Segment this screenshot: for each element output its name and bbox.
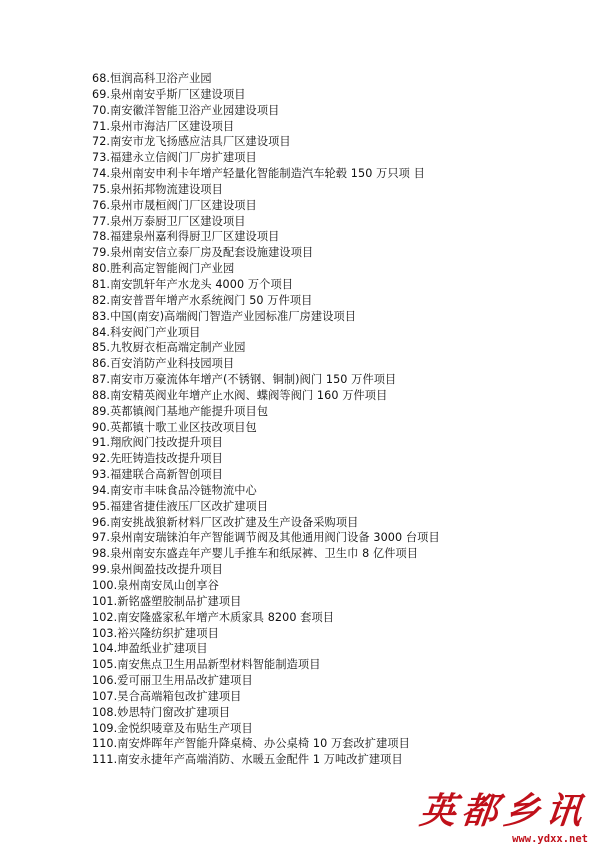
project-list-item: 72.南安市龙飞扬感应洁具厂区建设项目: [92, 135, 291, 149]
project-list-item: 70.南安徽洋智能卫浴产业园建设项目: [92, 103, 280, 117]
project-list-item: 81.南安凯轩年产水龙头 4000 万个项目: [92, 277, 294, 291]
project-list-item: 92.先旺铸造技改提升项目: [92, 452, 223, 466]
project-list-item: 86.百安消防产业科技园项目: [92, 357, 235, 371]
project-list-item: 110.南安烨晖年产智能升降桌椅、办公桌椅 10 万套改扩建项目: [92, 737, 410, 751]
project-list-item: 97.泉州南安瑞铼泊年产智能调节阀及其他通用阀门设备 3000 台项目: [92, 531, 440, 545]
project-list: [92, 71, 572, 768]
project-list-item: 89.英都镇阀门基地产能提升项目包: [92, 404, 269, 418]
project-list-item: 109.金悦织唛章及布贴生产项目: [92, 721, 253, 735]
project-list-item: 103.裕兴隆纺织扩建项目: [92, 626, 219, 640]
project-list-item: 74.泉州南安申利卡年增产轻量化智能制造汽车轮毂 150 万只项 目: [92, 167, 425, 181]
project-list-item: 102.南安隆盛家私年增产木质家具 8200 套项目: [92, 610, 335, 624]
watermark-title: 英都乡讯: [417, 790, 590, 832]
project-list-item: 108.妙思特门窗改扩建项目: [92, 705, 231, 719]
project-list-item: 79.泉州南安信立泰厂房及配套设施建设项目: [92, 246, 314, 260]
project-list-item: 68.恒润高科卫浴产业园: [92, 72, 212, 85]
project-list-item: 85.九牧厨衣柜高端定制产业园: [92, 341, 246, 355]
project-list-item: 76.泉州市晟桓阀门厂区建设项目: [92, 198, 257, 212]
project-list-item: 105.南安焦点卫生用品新型材料智能制造项目: [92, 658, 321, 672]
project-list-item: 91.翔欣阀门技改提升项目: [92, 436, 223, 450]
project-list-item: 98.泉州南安东盛垚年产婴儿手推车和纸尿裤、卫生巾 8 亿件项目: [92, 547, 419, 561]
project-list-item: 82.南安普晋年增产水系统阀门 50 万件项目: [92, 293, 313, 307]
project-list-item: 90.英都镇十歌工业区技改项目包: [92, 420, 257, 434]
project-list-item: 106.爱可丽卫生用品改扩建项目: [92, 674, 253, 688]
project-list-item: 99.泉州闽盈技改提升项目: [92, 563, 223, 577]
project-list-item: 84.科安阀门产业项目: [92, 325, 201, 339]
project-list-item: 87.南安市万豪流体年增产(不锈钢、铜制)阀门 150 万件项目: [92, 373, 397, 387]
project-list-item: 100.泉州南安凤山创享谷: [92, 579, 219, 592]
project-list-item: 94.南安市丰味食品冷链物流中心: [92, 483, 257, 497]
project-list-item: 95.福建省捷佳液压厂区改扩建项目: [92, 499, 269, 513]
project-list-item: 73.福建永立信阀门厂房扩建项目: [92, 151, 257, 165]
project-list-item: 111.南安永捷年产高端消防、水暖五金配件 1 万吨改扩建项目: [92, 753, 403, 767]
watermark-url: www.ydxx.net: [512, 833, 588, 845]
project-list-item: 83.中国(南安)高端阀门智造产业园标准厂房建设项目: [92, 309, 357, 323]
project-list-item: 101.新铭盛塑胶制品扩建项目: [92, 594, 242, 608]
project-list-item: 96.南安挑战狼新材料厂区改扩建及生产设备采购项目: [92, 515, 359, 529]
project-list-item: 71.泉州市海洁厂区建设项目: [92, 119, 235, 133]
project-list-item: 107.昊合高端箱包改扩建项目: [92, 689, 242, 703]
project-list-item: 93.福建联合高新智创项目: [92, 468, 223, 482]
project-list-item: 75.泉州拓邦物流建设项目: [92, 182, 223, 196]
project-list-item: 104.坤盈纸业扩建项目: [92, 642, 208, 656]
project-list-item: 78.福建泉州嘉利得厨卫厂区建设项目: [92, 230, 280, 244]
project-list-item: 77.泉州万泰厨卫厂区建设项目: [92, 214, 246, 228]
project-list-item: 88.南安精英阀业年增产止水阀、蝶阀等阀门 160 万件项目: [92, 388, 388, 402]
watermark-logo: [417, 783, 592, 845]
project-list-item: 69.泉州南安乎斯厂区建设项目: [92, 87, 246, 101]
project-list-item: 80.胜利高定智能阀门产业园: [92, 262, 235, 276]
